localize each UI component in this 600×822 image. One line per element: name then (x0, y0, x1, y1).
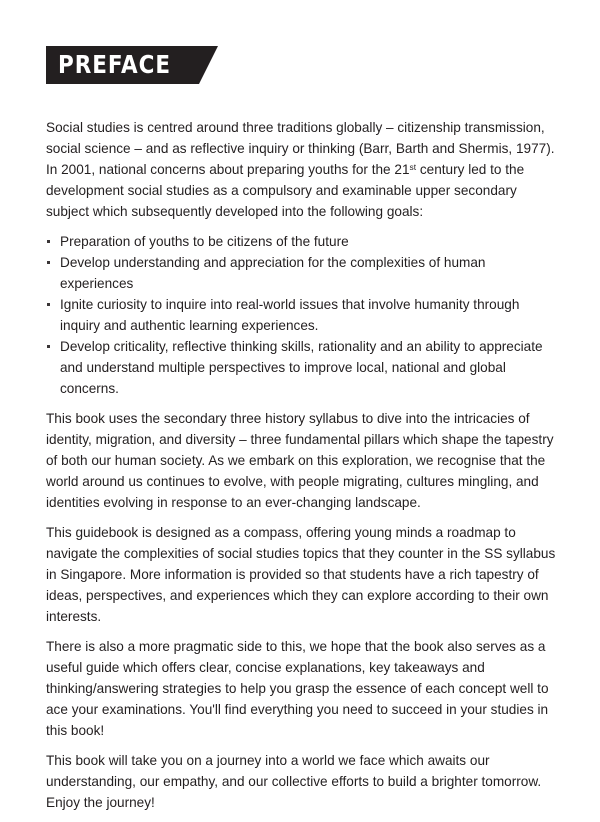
page-title-banner (46, 46, 266, 84)
list-item-label: Ignite curiosity to inquire into real-world issues that involve humanity through inquiry and authentic learning experiences. (60, 297, 520, 333)
list-item (46, 252, 558, 294)
list-item-label: Develop understanding and appreciation for the complexities of human experiences (60, 255, 486, 291)
paragraph-book-scope: This book uses the secondary three history syllabus to dive into the intricacies of identity, migration, and diversity – three fundamental pillars which shape the tapestry of both our human society. As we embark on this exploration, we recognise that the world around us continues to evolve, with people migrating, cultures mingling, and identities evolving in response to an ever-changing landscape. (46, 411, 554, 510)
paragraph-pragmatic: There is also a more pragmatic side to this, we hope that the book also serves as a useful guide which offers clear, concise explanations, key takeaways and thinking/answering strategies to help you grasp the essence of each concept well to ace your examinations. You'll find everything you need to succeed in your studies in this book! (46, 639, 549, 738)
list-item (46, 231, 558, 252)
page-title: PREFACE (58, 50, 171, 79)
bullet-icon (47, 240, 50, 243)
intro-paragraph (46, 117, 558, 222)
ordinal-suffix: st (409, 161, 417, 172)
list-item-label: Develop criticality, reflective thinking skills, rationality and an ability to appreciate and understand multiple perspectives to improve local, national and global concerns. (60, 339, 543, 396)
goals-list (46, 231, 558, 399)
intro-paragraph-part1: Social studies is centred around three traditions globally – citizenship transmission, social science – and as reflective inquiry or thinking (Barr, Barth and Shermis, 1977). In 2001, national concerns about preparing youths for the 21 (46, 120, 555, 177)
paragraph-guidebook: This guidebook is designed as a compass, offering young minds a roadmap to navigate the complexities of social studies topics that they counter in the SS syllabus in Singapore. More information is provided so that students have a rich tapestry of ideas, perspectives, and experiences which they can explore according to their own interests. (46, 525, 556, 624)
intro-paragraph-part2: century led to the development social studies as a compulsory and examinable upper secondary subject which subsequently developed into the following goals: (46, 162, 525, 219)
preface-body (46, 117, 558, 822)
list-item (46, 294, 558, 336)
list-item (46, 336, 558, 399)
bullet-icon (47, 345, 50, 348)
paragraph-closing: This book will take you on a journey into a world we face which awaits our understanding, our empathy, and our collective efforts to build a brighter tomorrow. Enjoy the journey! (46, 753, 542, 810)
list-item-label: Preparation of youths to be citizens of the future (60, 234, 349, 249)
bullet-icon (47, 303, 50, 306)
bullet-icon (47, 261, 50, 264)
